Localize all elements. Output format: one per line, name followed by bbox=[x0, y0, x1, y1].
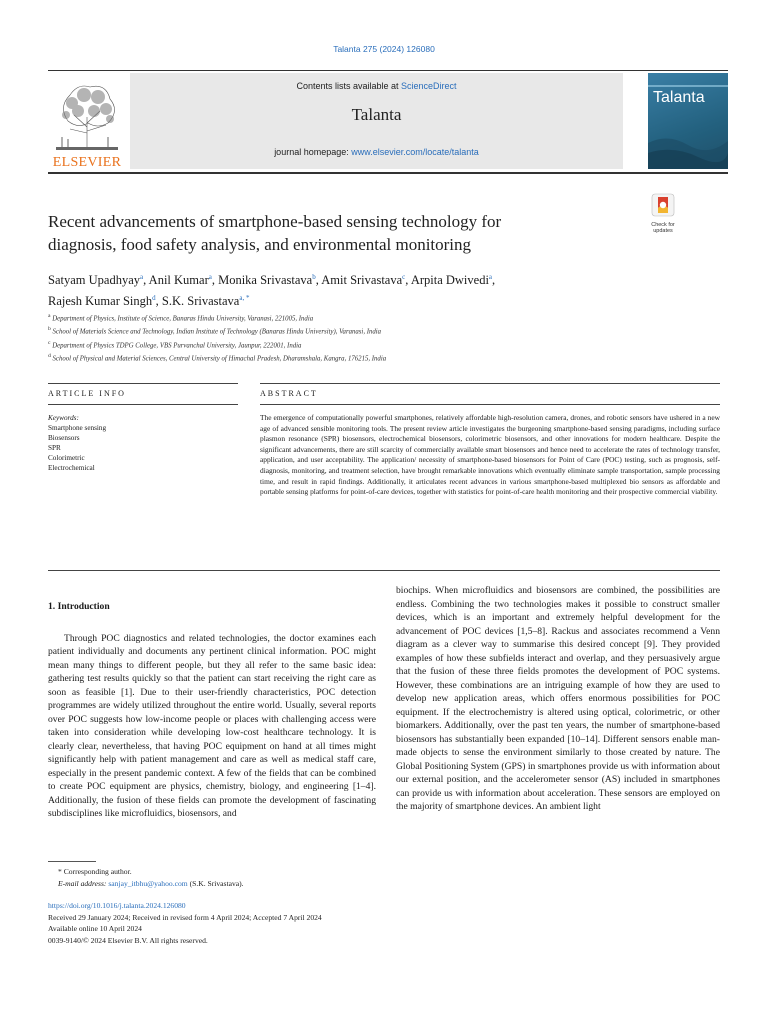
elsevier-wordmark: ELSEVIER bbox=[52, 155, 122, 170]
body-column-right bbox=[396, 584, 720, 814]
affiliation-item: $^d$ School of Physical and Material Sciences, Central University of Himachal Pradesh, Dharamshala, Kangra, 176215, India bbox=[48, 352, 387, 363]
journal-info-box bbox=[130, 73, 623, 169]
divider bbox=[48, 404, 238, 405]
available-online: Available online 10 April 2024 bbox=[48, 924, 142, 933]
elsevier-logo[interactable] bbox=[48, 77, 126, 173]
affiliation-item: $^c$ Department of Physics TDPG College, VBS Purvanchal University, Jaunpur, 222001, India bbox=[48, 339, 302, 349]
corresponding-author-note: * Corresponding author. bbox=[58, 867, 132, 876]
divider bbox=[260, 404, 720, 405]
affiliation-marker[interactable]: a bbox=[208, 273, 212, 281]
contents-line: Contents lists available at ScienceDirect bbox=[296, 81, 457, 91]
article-metadata bbox=[48, 900, 548, 946]
article-title: Recent advancements of smartphone-based sensing technology for diagnosis, food safety analysis, and environmental monitoring bbox=[48, 212, 502, 254]
author-line-2: Rajesh Kumar Singh$^d$, S.K. Srivastava$^{a, *}$ bbox=[48, 294, 250, 309]
author-name[interactable]: Anil Kumar bbox=[148, 273, 209, 288]
affiliation-item: $^a$ Department of Physics, Institute of Science, Banaras Hindu University, Varanasi, 221005, India bbox=[48, 313, 314, 323]
author-line-1: Satyam Upadhyay$^a$, Anil Kumar$^a$, Monika Srivastava$^b$, Amit Srivastava$^c$, Arpita Dwivedi$^a$, bbox=[48, 273, 496, 288]
crossmark-icon bbox=[651, 193, 675, 217]
affiliation-marker[interactable]: d bbox=[152, 294, 156, 303]
keyword-item[interactable]: Smartphone sensing bbox=[48, 424, 107, 432]
journal-name: Talanta bbox=[351, 105, 402, 124]
abstract-body: The emergence of computationally powerful smartphones, relatively affordable high-resolution camera, drones, and robotic sensors have ushered in a new age of advanced sensible monitoring tools. The present review article investigates the burgeoning smartphone-based sensing paradigms, including surface plasmon resonance (SPR) biosensors, electrochemical biosensors, colorimetric biosensors, and other innovations for modern healthcare. Despite the significant advancements, there are still scarcity of commercially available smart biosensors and hence need to accelerate the rates of technology transfer, application, and user acceptability. The application/ necessity of smartphone-based biosensors for Point of Care (POC) testing, such as prognosis, self-diagnosis, monitoring, and treatment selection, have brought remarkable innovations which eventually eliminate sample transportation, sample processing time, and result in rapid findings. Additionally, it articulates recent advances in various smartphone-based multiplexed bio sensors as affordable and portable sensing platforms for point-of-care devices, together with statistics for point-of-care health monitoring and their prospective commercial viability. bbox=[260, 413, 720, 497]
affiliation-marker[interactable]: c bbox=[402, 273, 406, 281]
article-info-heading: ARTICLE INFO bbox=[48, 389, 126, 398]
author-list bbox=[48, 268, 668, 310]
keywords-block bbox=[48, 413, 228, 473]
author-name[interactable]: Satyam Upadhyay bbox=[48, 273, 140, 288]
affiliation-marker[interactable]: a bbox=[140, 273, 144, 281]
homepage-line: journal homepage: www.elsevier.com/locate/talanta bbox=[274, 147, 479, 157]
abstract-heading: ABSTRACT bbox=[260, 389, 318, 398]
cover-title: Talanta bbox=[653, 89, 705, 106]
author-name[interactable]: Rajesh Kumar Singh bbox=[48, 294, 153, 309]
journal-citation[interactable]: Talanta 275 (2024) 126080 bbox=[333, 44, 435, 54]
divider bbox=[48, 570, 720, 571]
author-name[interactable]: S.K. Srivastava bbox=[161, 294, 240, 309]
footnotes bbox=[48, 866, 448, 890]
doi-link[interactable]: https://doi.org/10.1016/j.talanta.2024.126080 bbox=[48, 901, 186, 910]
footnote-divider bbox=[48, 861, 96, 862]
journal-masthead bbox=[48, 70, 728, 174]
journal-homepage-link[interactable]: www.elsevier.com/locate/talanta bbox=[351, 147, 479, 157]
author-name[interactable]: Monika Srivastava bbox=[218, 273, 313, 288]
affiliation-list bbox=[48, 311, 668, 364]
received-dates: Received 29 January 2024; Received in revised form 4 April 2024; Accepted 7 April 2024 bbox=[48, 912, 322, 922]
author-name[interactable]: Arpita Dwivedi bbox=[410, 273, 489, 288]
keyword-item[interactable]: Electrochemical bbox=[48, 464, 95, 472]
keyword-item[interactable]: Colorimetric bbox=[48, 454, 85, 462]
affiliation-marker[interactable]: a bbox=[488, 273, 493, 281]
body-paragraph: Through POC diagnostics and related technologies, the doctor examines each patient individually and documents any pertinent clinical information. POC might mean many things to different people, but they all refer to the same basic idea: gathering test results quickly so that the patient can start receiving the right care as soon as feasible [1]. Due to their user-friendly characteristics, POC detection programmes are widely utilized throughout the entire world. Usually, several reports over POC suggests how low-income people or places with challenging access were taken into consideration while developing low-cost healthcare technology. It is clearly clear, nevertheless, that having POC equipment on hand at all times might significantly help with patient management and care as well as medical staff care, especially in the present pandemic context. A few of the fields that can be combined to create POC equipment are physics, chemistry, biology, and engineering [1–4]. Additionally, the fusion of these fields can promote the development of fascinating subdisciplines like microfluidics, biosensors, and bbox=[48, 632, 376, 819]
author-name[interactable]: Amit Srivastava bbox=[321, 273, 403, 288]
affiliation-marker[interactable]: b bbox=[312, 273, 316, 281]
body-paragraph: biochips. When microfluidics and biosensors are combined, the possibilities are endless. Combining the two technologies makes it possible to construct smaller devices, which is an important and extremely helpful development for the advancement of POC devices [1,5–8]. Rackus and associates recommend a Venn diagram as a clever way to summarise this desired concept [9]. They provided examples of how these subfields interact and overlap, and they persuasively argue that the fusion of these three fields promotes the development of POC systems. However, these combinations are an intriguing example of how they are used to develop new application areas, which offers enormous possibilities for POC equipment. If the electrochemistry is altered using optical, colorimetric, or other biomarkers. Additionally, over the past ten years, the number of smartphone-based biosensors has substantially been expanded [10–14]. Different sensors enable man-made objects to sense the environment similarly to those created by nature. The Global Positioning System (GPS) in smartphones provide us with information about our external position, and the accelerometer sensor (AS) included in smartphones can provide us with information about acceleration. These sensors are employed on the majority of smartphone devices. An ambient light bbox=[396, 585, 720, 812]
body-column-left bbox=[48, 600, 376, 821]
check-for-updates-badge[interactable] bbox=[647, 193, 679, 234]
affiliation-item: $^b$ School of Materials Science and Technology, Indian Institute of Technology (Banaras Hindu University), Varanasi, India bbox=[48, 326, 382, 336]
keywords-label: Keywords: bbox=[48, 414, 79, 422]
divider bbox=[48, 383, 238, 384]
keyword-item[interactable]: Biosensors bbox=[48, 434, 80, 442]
introduction-heading: 1. Introduction bbox=[48, 601, 110, 612]
sciencedirect-link[interactable]: ScienceDirect bbox=[401, 81, 457, 91]
divider bbox=[260, 383, 720, 384]
author-email-link[interactable]: sanjay_itbhu@yahoo.com bbox=[108, 879, 188, 888]
cover-pattern-icon bbox=[648, 73, 728, 169]
copyright-notice: 0039-9140/© 2024 Elsevier B.V. All rights reserved. bbox=[48, 935, 208, 945]
keyword-item[interactable]: SPR bbox=[48, 444, 61, 452]
email-note: E-mail address: sanjay_itbhu@yahoo.com (S.K. Srivastava). bbox=[58, 879, 244, 888]
journal-cover-thumbnail[interactable] bbox=[648, 73, 728, 169]
crossmark-label: Check for updates bbox=[651, 222, 675, 234]
affiliation-marker[interactable]: a, * bbox=[239, 294, 250, 303]
